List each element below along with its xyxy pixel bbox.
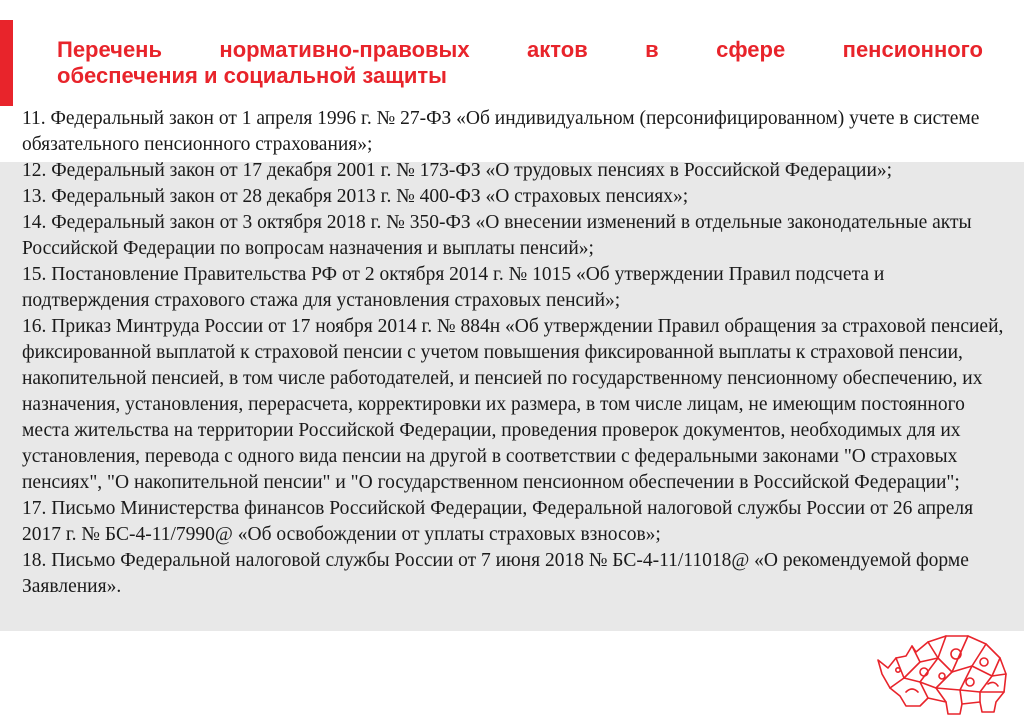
list-item: 13. Федеральный закон от 28 декабря 2013 г. № 400-ФЗ «О страховых пенсиях»; <box>22 186 689 207</box>
page-title-line-2: обеспечения и социальной защиты <box>57 63 447 88</box>
list-item: 14. Федеральный закон от 3 октября 2018 г. № 350-ФЗ «О внесении изменений в отдельные законодательные акты Российской Федерации по вопросам назначения и выплаты пенсий»; <box>22 212 972 259</box>
page-title-line-1: Перечень нормативно-правовых актов в сфере пенсионного <box>57 37 983 62</box>
page-title <box>57 37 983 89</box>
accent-bar <box>0 20 13 106</box>
acts-list <box>22 106 1007 600</box>
list-item: 11. Федеральный закон от 1 апреля 1996 г. № 27-ФЗ «Об индивидуальном (персонифицированном) учете в системе обязательного пенсионного страхования»; <box>22 108 980 155</box>
list-item: 17. Письмо Министерства финансов Российской Федерации, Федеральной налоговой службы России от 26 апреля 2017 г. № БС-4-11/7990@ «Об освобождении от уплаты страховых взносов»; <box>22 498 974 545</box>
list-item: 15. Постановление Правительства РФ от 2 октября 2014 г. № 1015 «Об утверждении Правил подсчета и подтверждения страхового стажа для установления страховых пенсий»; <box>22 264 885 311</box>
list-item: 16. Приказ Минтруда России от 17 ноября 2014 г. № 884н «Об утверждении Правил обращения за страховой пенсией, фиксированной выплатой к страховой пенсии с учетом повышения фиксированной выплаты к страховой пенсии, накопительной пенсией, в том числе работодателей, и пенсией по государственному пенсионному обеспечению, их назначения, установления, перерасчета, корректировки их размера, в том числе лицам, не имеющим постоянного места жительства на территории Российской Федерации, проведения проверок документов, необходимых для их установления, перевода с одного вида пенсии на другой в соответствии с федеральными законами "О страховых пенсиях", "О накопительной пенсии" и "О государственном пенсионном обеспечении в Российской Федерации"; <box>22 316 1004 493</box>
list-item: 12. Федеральный закон от 17 декабря 2001 г. № 173-ФЗ «О трудовых пенсиях в Российской Федерации»; <box>22 160 893 181</box>
list-item: 18. Письмо Федеральной налоговой службы России от 7 июня 2018 № БС-4-11/11018@ «О рекомендуемой форме Заявления». <box>22 550 969 597</box>
rhino-logo-icon <box>876 622 1012 716</box>
